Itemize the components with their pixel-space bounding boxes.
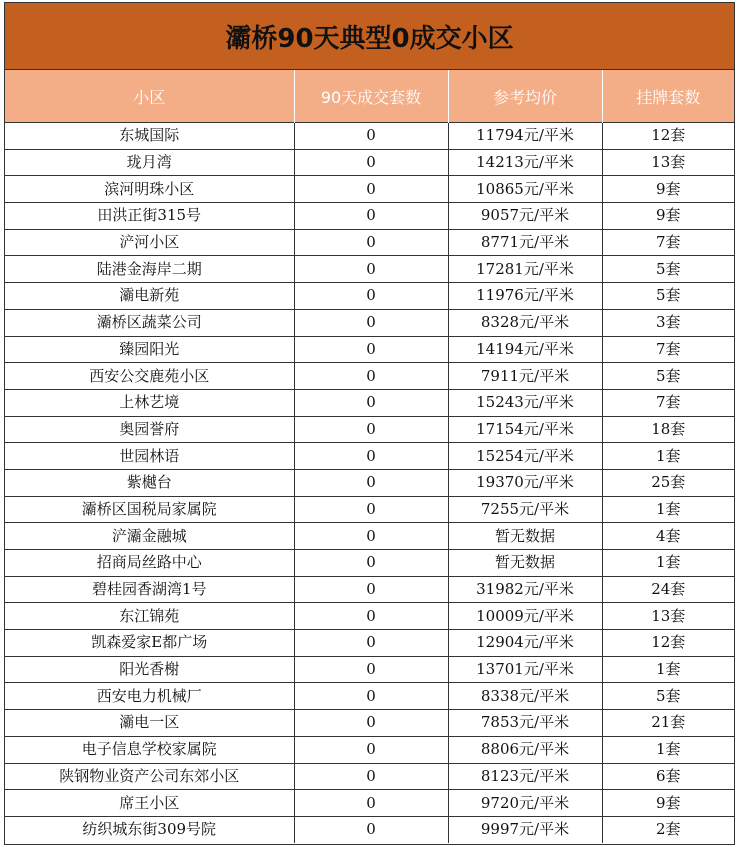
- cell-avg-price: 14213元/平米: [448, 149, 602, 176]
- table-row: [5, 256, 734, 283]
- cell-avg-price: 15254元/平米: [448, 443, 602, 470]
- table-row: [5, 763, 734, 790]
- data-table: [5, 70, 734, 843]
- cell-listings: 5套: [602, 283, 734, 310]
- cell-deals-90d: 0: [294, 149, 448, 176]
- cell-community: 珑月湾: [5, 149, 294, 176]
- cell-listings: 7套: [602, 389, 734, 416]
- cell-community: 浐河小区: [5, 229, 294, 256]
- header-community: 小区: [5, 70, 294, 123]
- cell-deals-90d: 0: [294, 683, 448, 710]
- cell-listings: 6套: [602, 763, 734, 790]
- table-row: [5, 603, 734, 630]
- cell-avg-price: 17154元/平米: [448, 416, 602, 443]
- table-row: [5, 123, 734, 150]
- table-row: [5, 576, 734, 603]
- cell-avg-price: 8123元/平米: [448, 763, 602, 790]
- cell-deals-90d: 0: [294, 123, 448, 150]
- cell-community: 招商局丝路中心: [5, 550, 294, 577]
- cell-deals-90d: 0: [294, 416, 448, 443]
- cell-deals-90d: 0: [294, 630, 448, 657]
- table-row: [5, 736, 734, 763]
- cell-deals-90d: 0: [294, 336, 448, 363]
- cell-avg-price: 7911元/平米: [448, 363, 602, 390]
- table-row: [5, 203, 734, 230]
- table-row: [5, 416, 734, 443]
- cell-deals-90d: 0: [294, 176, 448, 203]
- cell-deals-90d: 0: [294, 283, 448, 310]
- cell-community: 灞电新苑: [5, 283, 294, 310]
- cell-listings: 1套: [602, 656, 734, 683]
- cell-community: 陆港金海岸二期: [5, 256, 294, 283]
- cell-deals-90d: 0: [294, 496, 448, 523]
- table-row: [5, 550, 734, 577]
- cell-deals-90d: 0: [294, 790, 448, 817]
- cell-listings: 9套: [602, 203, 734, 230]
- table-row: [5, 630, 734, 657]
- cell-deals-90d: 0: [294, 229, 448, 256]
- cell-deals-90d: 0: [294, 576, 448, 603]
- cell-listings: 21套: [602, 710, 734, 737]
- cell-community: 东江锦苑: [5, 603, 294, 630]
- cell-avg-price: 9057元/平米: [448, 203, 602, 230]
- cell-listings: 2套: [602, 816, 734, 842]
- cell-deals-90d: 0: [294, 363, 448, 390]
- cell-listings: 3套: [602, 309, 734, 336]
- cell-listings: 4套: [602, 523, 734, 550]
- cell-deals-90d: 0: [294, 550, 448, 577]
- cell-community: 东城国际: [5, 123, 294, 150]
- table-row: [5, 176, 734, 203]
- cell-avg-price: 15243元/平米: [448, 389, 602, 416]
- cell-listings: 5套: [602, 363, 734, 390]
- table-title: 灞桥90天典型0成交小区: [5, 3, 734, 70]
- cell-avg-price: 10865元/平米: [448, 176, 602, 203]
- cell-avg-price: 31982元/平米: [448, 576, 602, 603]
- table-row: [5, 336, 734, 363]
- cell-avg-price: 11976元/平米: [448, 283, 602, 310]
- table-row: [5, 443, 734, 470]
- table-row: [5, 309, 734, 336]
- cell-listings: 12套: [602, 123, 734, 150]
- cell-community: 上林艺境: [5, 389, 294, 416]
- table-container: [4, 2, 735, 845]
- cell-deals-90d: 0: [294, 763, 448, 790]
- cell-listings: 1套: [602, 496, 734, 523]
- cell-deals-90d: 0: [294, 816, 448, 842]
- cell-avg-price: 8328元/平米: [448, 309, 602, 336]
- cell-avg-price: 8806元/平米: [448, 736, 602, 763]
- table-row: [5, 389, 734, 416]
- table-row: [5, 790, 734, 817]
- cell-avg-price: 14194元/平米: [448, 336, 602, 363]
- cell-avg-price: 12904元/平米: [448, 630, 602, 657]
- header-row: [5, 70, 734, 123]
- cell-community: 臻园阳光: [5, 336, 294, 363]
- cell-deals-90d: 0: [294, 469, 448, 496]
- table-row: [5, 710, 734, 737]
- table-row: [5, 683, 734, 710]
- cell-avg-price: 7853元/平米: [448, 710, 602, 737]
- cell-listings: 24套: [602, 576, 734, 603]
- cell-listings: 13套: [602, 149, 734, 176]
- cell-avg-price: 暂无数据: [448, 523, 602, 550]
- cell-avg-price: 9720元/平米: [448, 790, 602, 817]
- cell-listings: 9套: [602, 176, 734, 203]
- cell-community: 陕钢物业资产公司东郊小区: [5, 763, 294, 790]
- cell-avg-price: 7255元/平米: [448, 496, 602, 523]
- cell-listings: 1套: [602, 443, 734, 470]
- cell-avg-price: 8771元/平米: [448, 229, 602, 256]
- cell-listings: 1套: [602, 550, 734, 577]
- cell-avg-price: 9997元/平米: [448, 816, 602, 842]
- table-row: [5, 229, 734, 256]
- cell-deals-90d: 0: [294, 523, 448, 550]
- cell-avg-price: 17281元/平米: [448, 256, 602, 283]
- cell-avg-price: 13701元/平米: [448, 656, 602, 683]
- table-row: [5, 149, 734, 176]
- cell-deals-90d: 0: [294, 656, 448, 683]
- cell-community: 纺织城东街309号院: [5, 816, 294, 842]
- table-body: [5, 123, 734, 843]
- table-row: [5, 816, 734, 842]
- cell-community: 凯森爱家E都广场: [5, 630, 294, 657]
- cell-deals-90d: 0: [294, 256, 448, 283]
- cell-listings: 5套: [602, 256, 734, 283]
- cell-listings: 12套: [602, 630, 734, 657]
- cell-listings: 7套: [602, 336, 734, 363]
- cell-avg-price: 暂无数据: [448, 550, 602, 577]
- cell-community: 紫樾台: [5, 469, 294, 496]
- cell-community: 浐灞金融城: [5, 523, 294, 550]
- cell-deals-90d: 0: [294, 736, 448, 763]
- cell-listings: 1套: [602, 736, 734, 763]
- cell-community: 灞桥区蔬菜公司: [5, 309, 294, 336]
- cell-listings: 5套: [602, 683, 734, 710]
- cell-community: 滨河明珠小区: [5, 176, 294, 203]
- table-row: [5, 496, 734, 523]
- cell-community: 灞电一区: [5, 710, 294, 737]
- cell-community: 席王小区: [5, 790, 294, 817]
- table-row: [5, 656, 734, 683]
- cell-listings: 13套: [602, 603, 734, 630]
- header-deals-90d: 90天成交套数: [294, 70, 448, 123]
- table-row: [5, 469, 734, 496]
- cell-deals-90d: 0: [294, 603, 448, 630]
- cell-community: 碧桂园香湖湾1号: [5, 576, 294, 603]
- header-avg-price: 参考均价: [448, 70, 602, 123]
- cell-deals-90d: 0: [294, 389, 448, 416]
- cell-deals-90d: 0: [294, 309, 448, 336]
- cell-community: 世园林语: [5, 443, 294, 470]
- cell-avg-price: 10009元/平米: [448, 603, 602, 630]
- header-listings: 挂牌套数: [602, 70, 734, 123]
- table-row: [5, 283, 734, 310]
- cell-community: 奥园誉府: [5, 416, 294, 443]
- cell-listings: 18套: [602, 416, 734, 443]
- cell-deals-90d: 0: [294, 710, 448, 737]
- cell-avg-price: 19370元/平米: [448, 469, 602, 496]
- cell-avg-price: 8338元/平米: [448, 683, 602, 710]
- cell-community: 灞桥区国税局家属院: [5, 496, 294, 523]
- cell-deals-90d: 0: [294, 443, 448, 470]
- cell-community: 阳光香榭: [5, 656, 294, 683]
- cell-community: 西安电力机械厂: [5, 683, 294, 710]
- cell-community: 电子信息学校家属院: [5, 736, 294, 763]
- cell-avg-price: 11794元/平米: [448, 123, 602, 150]
- cell-listings: 9套: [602, 790, 734, 817]
- table-row: [5, 363, 734, 390]
- table-row: [5, 523, 734, 550]
- cell-community: 西安公交鹿苑小区: [5, 363, 294, 390]
- cell-listings: 7套: [602, 229, 734, 256]
- cell-community: 田洪正街315号: [5, 203, 294, 230]
- cell-listings: 25套: [602, 469, 734, 496]
- cell-deals-90d: 0: [294, 203, 448, 230]
